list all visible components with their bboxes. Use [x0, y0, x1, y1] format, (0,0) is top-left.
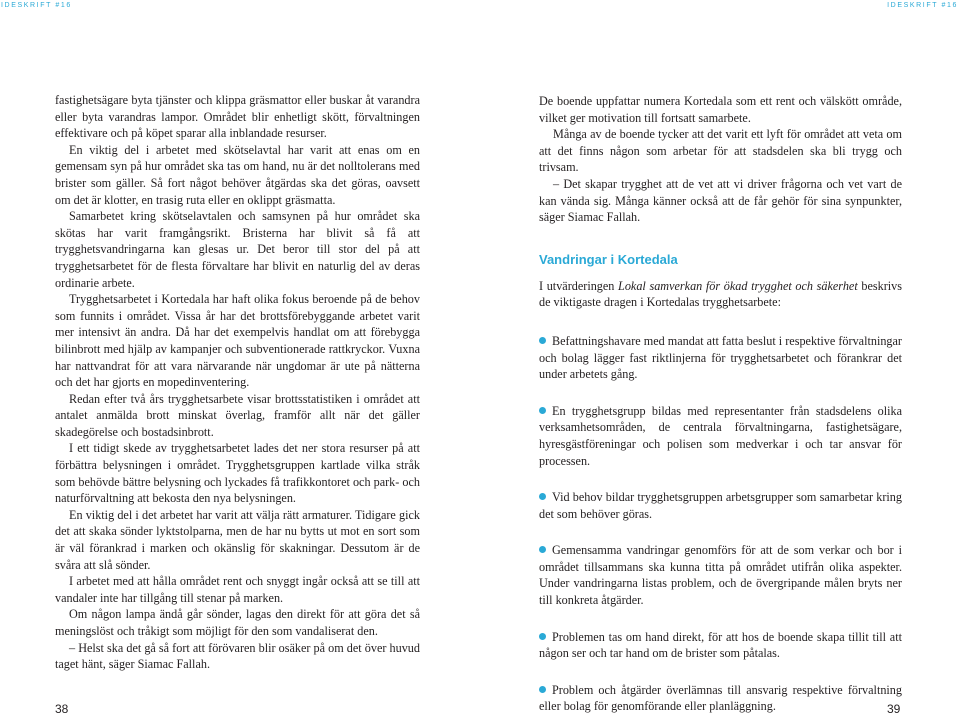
bullet-dot-icon: [539, 546, 546, 553]
list-item-text: Gemensamma vandringar genomförs för att de som verkar och bor i området tillsammans ska kunna titta på området utifrån olika aspekter. Under vandringarna listas problem, och de övergripande målen bryts ner till konkreta åtgärder.: [539, 543, 902, 608]
body-paragraph: En viktig del i arbetet med skötselavtal har varit att enas om en gemensam syn på hur området ska tas om hand, nu är det nolltolerans med brister som gäller. Så fort något behöver åtgärdas ska det göras, oavsett om det är klotter, en trasig ruta eller en oklippt gräsmatta.: [55, 142, 420, 207]
quote-paragraph: – Det skapar trygghet att de vet att vi driver frågorna och vet vart de kan vända sig. Många känner också att de får gehör för sina synpunkter, säger Siamac Fallah.: [539, 176, 902, 225]
list-item-text: Befattningshavare med mandat att fatta beslut i respektive förvaltningar och bolag lägger fast riktlinjerna för trygghetsarbetet och förankrar det under arbetets gång.: [539, 333, 902, 382]
bullet-dot-icon: [539, 493, 546, 500]
section-subheading: Vandringar i Kortedala: [539, 251, 678, 267]
body-paragraph: I ett tidigt skede av trygghetsarbetet lades det ner stora resurser på att förbättra belysningen i området. Trygghetsgruppen kartlade vilka stråk som behövde bättre belysning och lyckades få trafikkontoret och park- och naturförvaltning att bekosta den nya belysningen.: [55, 441, 420, 506]
intro-paragraph: [539, 278, 902, 311]
list-item: [539, 542, 902, 608]
list-item: [539, 629, 902, 662]
bullet-dot-icon: [539, 337, 546, 344]
list-item-text: Vid behov bildar trygghetsgruppen arbetsgrupper som samarbetar kring det som behöver göras.: [539, 490, 902, 521]
quote-paragraph: – Helst ska det gå så fort att förövaren blir osäker på om det över huvud taget hänt, säger Siamac Fallah.: [55, 640, 420, 672]
intro-text-after: beskrivs de viktigaste dragen i Kortedalas trygghetsarbete:: [539, 278, 902, 310]
body-paragraph: En viktig del i det arbetet har varit att välja rätt armaturer. Tidigare gick det att skaka sönder lyktstolparna, men de har nu bytts ut mot en sort som är väl förankrad i marken och okänslig för skakningar. Dessutom är de svåra att slå sönder.: [55, 507, 420, 572]
list-item-text: Problem och åtgärder överlämnas till ansvarig respektive förvaltning eller bolag för genomförande eller planläggning.: [539, 682, 902, 714]
running-header-left: IDESKRIFT #16: [1, 2, 72, 9]
body-paragraph: fastighetsägare byta tjänster och klippa gräsmattor eller buskar åt varandra eller byta varandras lampor. Området blir enhetligt skött, förvaltningen effektivare och på köpet sparar alla inblandade resurser.: [55, 93, 420, 141]
list-item-text: En trygghetsgrupp bildas med representanter från stadsdelens olika verksamhetsområden, de centrala förvaltningarna, fastighetsägare, hyresgästföreningar och polisen som medverkar i och tar ansvar för processen.: [539, 403, 902, 468]
list-item: [539, 403, 902, 469]
list-item: [539, 682, 902, 715]
running-header-right: IDESKRIFT #16: [887, 2, 958, 9]
list-item: [539, 333, 902, 383]
bullet-dot-icon: [539, 686, 546, 693]
body-paragraph: Samarbetet kring skötselavtalen och samsynen på hur området ska skötas har varit framgångsrikt. Bristerna har blivit så få att trygghetsvandringarna kan glesas ur. Det beror till stor del på att trygghetsarbetet för de flesta förvaltare har blivit en naturlig del av deras ordinarie arbete.: [55, 209, 420, 290]
body-paragraph: Om någon lampa ändå går sönder, lagas den direkt för att göra det så meningslöst och tråkigt som möjligt för den som vandaliserat den.: [55, 607, 420, 638]
body-paragraph: Trygghetsarbetet i Kortedala har haft olika fokus beroende på de behov som funnits i området. Vissa år har det brottsförebyggande arbetet varit mer intensivt än andra. Då har det exempelvis handlat om att förebygga bilinbrott med hjälp av kampanjer och subventionerade rattkryckor. Vuxna har nattvandrat för att vara närvarande när ungdomar är ute på nätterna och det har gjorts en mopedinventering.: [55, 292, 420, 390]
body-paragraph: Redan efter två års trygghetsarbete visar brottsstatistiken i området att antalet anmälda brott minskat överlag, framför allt när det gäller skadegörelse och bostadsinbrott.: [55, 391, 420, 439]
right-page-column: [539, 93, 902, 715]
body-paragraph: I arbetet med att hålla området rent och snyggt ingår också att se till att vandaler inte har tillgång till stenar på marken.: [55, 574, 420, 605]
body-paragraph: Många av de boende tycker att det varit ett lyft för området att veta om att det finns någon som arbetar för att stadsdelen ska bli trygg och trivsam.: [539, 127, 902, 175]
body-paragraph: De boende uppfattar numera Kortedala som ett rent och välskött område, vilket ger motivation till fortsatt samarbete.: [539, 94, 902, 125]
left-page-column: [55, 92, 420, 673]
page-number-left: 38: [55, 702, 69, 716]
report-title: Lokal samverkan för ökad trygghet och säkerhet: [618, 278, 858, 293]
list-item-text: Problemen tas om hand direkt, för att hos de boende skapa tillit till att någon ser och tar hand om de brister som påtalas.: [539, 629, 902, 661]
intro-text-before: I utvärderingen: [539, 278, 619, 293]
list-item: [539, 489, 902, 522]
page-number-right: 39: [887, 702, 901, 716]
bullet-list: [539, 333, 902, 715]
bullet-dot-icon: [539, 407, 546, 414]
bullet-dot-icon: [539, 633, 546, 640]
